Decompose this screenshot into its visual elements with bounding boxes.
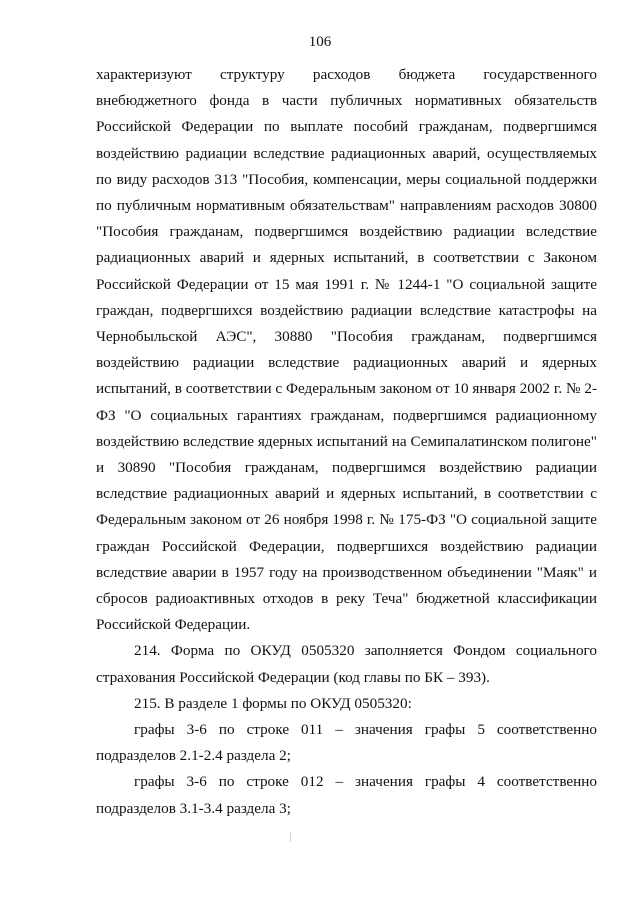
- paragraph-row-011: графы 3-6 по строке 011 – значения графы 5 соответственно подразделов 2.1-2.4 раздела 2;: [96, 721, 597, 765]
- paragraph-row-012: графы 3-6 по строке 012 – значения графы 4 соответственно подразделов 3.1-3.4 раздела 3;: [96, 773, 597, 817]
- page-number: 106: [308, 34, 332, 50]
- paragraph-214: 214. Форма по ОКУД 0505320 заполняется Фондом социального страхования Российской Федерации (код главы по БК – 393).: [96, 642, 597, 686]
- document-body: [96, 62, 597, 822]
- scan-artifact: [290, 832, 291, 842]
- paragraph-215: 215. В разделе 1 формы по ОКУД 0505320:: [134, 694, 412, 712]
- paragraph-continuation: характеризуют структуру расходов бюджета государственного внебюджетного фонда в части публичных нормативных обязательств Российской Федерации по выплате пособий гражданам, подвергшимся воздействию радиации вследствие радиационных аварий, осуществляемых по виду расходов 313 "Пособия, компенсации, меры социальной поддержки по публичным нормативным обязательствам" направлениям расходов 30800 "Пособия гражданам, подвергшимся воздействию радиации вследствие радиационных аварий и ядерных испытаний, в соответствии с Законом Российской Федерации от 15 мая 1991 г. № 1244-1 "О социальной защите граждан, подвергшихся воздействию радиации вследствие катастрофы на Чернобыльской АЭС", 30880 "Пособия гражданам, подвергшимся воздействию радиации вследствие радиационных аварий и ядерных испытаний, в соответствии с Федеральным законом от 10 января 2002 г. № 2-ФЗ "О социальных гарантиях гражданам, подвергшимся радиационному воздействию вследствие ядерных испытаний на Семипалатинском полигоне" и 30890 "Пособия гражданам, подвергшимся воздействию радиации вследствие радиационных аварий и ядерных испытаний, в соответствии с Федеральным законом от 26 ноября 1998 г. № 175-ФЗ "О социальной защите граждан Российской Федерации, подвергшихся воздействию радиации вследствие аварии в 1957 году на производственном объединении "Маяк" и сбросов радиоактивных отходов в реку Теча" бюджетной классификации Российской Федерации.: [96, 66, 597, 634]
